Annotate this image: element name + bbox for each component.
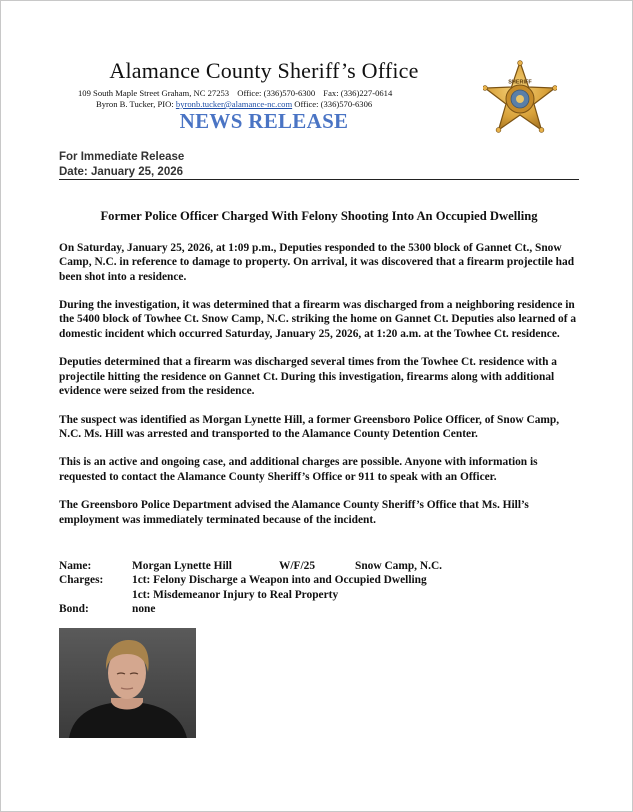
address-text: 109 South Maple Street Graham, NC 27253 [78,88,230,98]
article-body [59,241,581,541]
contact-line-2 [96,99,372,109]
charges-row-2 [59,588,442,602]
badge-text: SHERIFF [508,79,532,86]
bond-value: none [132,602,156,615]
bond-row [59,602,442,616]
paragraph-4: The suspect was identified as Morgan Lynette Hill, a former Greensboro Police Officer, of Snow Camp, N.C. Ms. Hill was arrested and transported to the Alamance County Detention Center. [59,413,560,440]
release-type: For Immediate Release [59,151,185,163]
pio-office-phone: Office: (336)570-6306 [294,99,373,109]
charges-label: Charges: [59,574,104,587]
suspect-location: Snow Camp, N.C. [355,560,443,572]
fax-number: Fax: (336)227-0614 [323,88,393,98]
name-label: Name: [59,560,92,572]
header-divider [59,179,579,180]
charge-1: 1ct: Felony Discharge a Weapon into and Occupied Dwelling [132,574,427,587]
bond-label: Bond: [59,602,89,615]
paragraph-1: On Saturday, January 25, 2026, at 1:09 p.m., Deputies responded to the 5300 block of Gannet Ct., Snow Camp, N.C. in reference to damage to property. On arrival, it was discovered that a firearm projectile had been shot into a residence. [59,242,575,283]
suspect-demographics: W/F/25 [279,560,316,572]
charges-row [59,573,442,587]
office-phone: Office: (336)570-6300 [237,88,316,98]
contact-line-1 [78,88,398,98]
sheriff-badge-icon [483,59,557,141]
paragraph-5: This is an active and ongoing case, and additional charges are possible. Anyone with information is requested to contact the Alamance County Sheriff’s Office or 911 to speak with an Officer. [59,456,538,483]
pio-email-link[interactable]: byronb.tucker@alamance-nc.com [175,99,293,109]
headline: Former Police Officer Charged With Felony Shooting Into An Occupied Dwelling [100,209,538,223]
suspect-name: Morgan Lynette Hill [132,560,232,572]
release-date: Date: January 25, 2026 [59,166,184,178]
paragraph-3: Deputies determined that a firearm was discharged several times from the Towhee Ct. residence with a projectile hitting the residence on Gannet Ct. During this investigation, firearms along with additional evidence were seized from the residence. [59,356,557,397]
suspect-info [59,559,442,616]
charge-2: 1ct: Misdemeanor Injury to Real Property [132,588,339,601]
org-title: Alamance County Sheriff’s Office [109,58,419,83]
paragraph-2: During the investigation, it was determined that a firearm was discharged from a neighboring residence in the 5400 block of Towhee Ct. Snow Camp, N.C. striking the home on Gannet Ct. Deputies also learned of a domestic incident which occurred Saturday, January 25, 2026, at 1:20 a.m. at the Towhee Ct. residence. [59,299,577,340]
news-release-label: NEWS RELEASE [179,109,349,133]
pio-name: Byron B. Tucker, PIO: [96,99,174,109]
suspect-mugshot [59,628,196,738]
name-row [59,559,442,573]
release-meta [59,150,184,180]
paragraph-6: The Greensboro Police Department advised the Alamance County Sheriff’s Office that Ms. Hill’s employment was immediately terminated because of the incident. [59,499,529,526]
